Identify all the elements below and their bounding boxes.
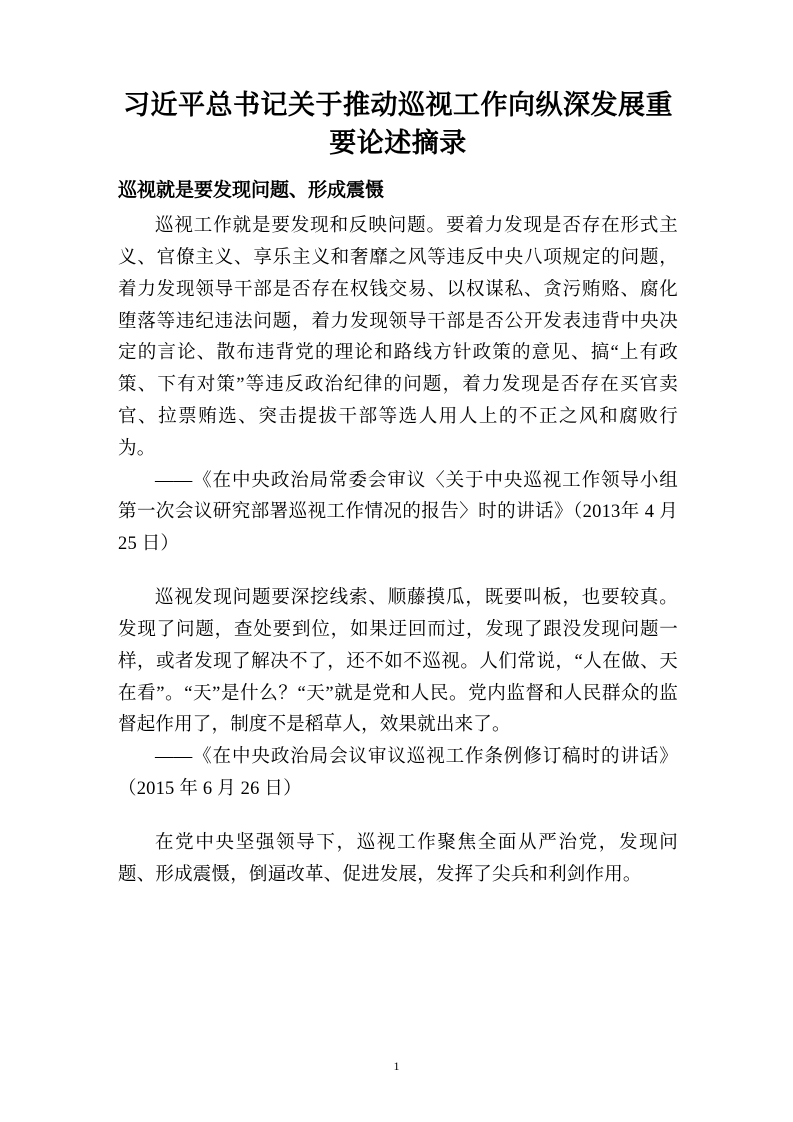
- page-title: 习近平总书记关于推动巡视工作向纵深发展重要论述摘录: [123, 90, 673, 159]
- paragraph-source: ——《在中央政治局会议审议巡视工作条例修订稿时的讲话》（2015 年 6 月 26 日）: [118, 747, 678, 799]
- paragraph-body: 巡视工作就是要发现和反映问题。要着力发现是否存在形式主义、官僚主义、享乐主义和奢靡之风等违反中央八项规定的问题，着力发现领导干部是否存在权钱交易、以权谋私、贪污贿赂、腐化堕落等违纪违法问题，着力发现领导干部是否公开发表违背中央决定的言论、散布违背党的理论和路线方针政策的意见、搞“上有政策、下有对策”等违反政治纪律的问题，着力发现是否存在买官卖官、拉票贿选、突击提拔干部等选人用人上的不正之风和腐败行为。: [118, 216, 678, 459]
- paragraph-spacer: [118, 806, 678, 828]
- paragraph-spacer: [118, 561, 678, 583]
- paragraph-body: 巡视发现问题要深挖线索、顺藤摸瓜，既要叫板，也要较真。发现了问题，查处要到位，如果迂回而过，发现了跟没发现问题一样，或者发现了解决不了，还不如不巡视。人们常说，“人在做、天在看”。“天”是什么？“天”就是党和人民。党内监督和人民群众的监督起作用了，制度不是稻草人，效果就出来了。: [118, 588, 678, 736]
- paragraph-body: 在党中央坚强领导下，巡视工作聚焦全面从严治党，发现问题、形成震慑，倒逼改革、促进发展，发挥了尖兵和利剑作用。: [118, 832, 678, 885]
- paragraph-source: ——《在中央政治局常委会审议〈关于中央巡视工作领导小组第一次会议研究部署巡视工作情况的报告〉时的讲话》（2013年 4 月 25 日）: [118, 470, 678, 555]
- page-content: [118, 86, 678, 891]
- section-heading: 巡视就是要发现问题、形成震慑: [118, 179, 385, 201]
- page-number: 1: [393, 1059, 400, 1073]
